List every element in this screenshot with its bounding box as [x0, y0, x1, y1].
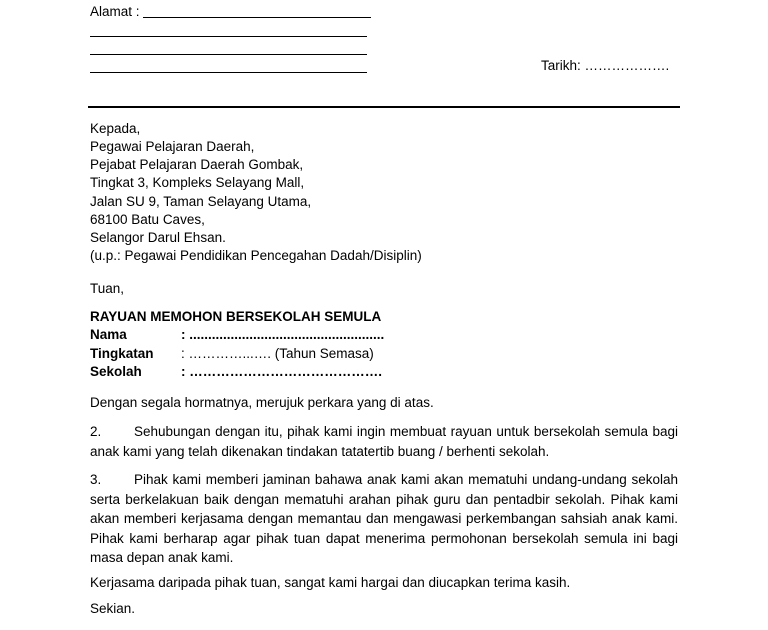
recipient-line: 68100 Batu Caves, [90, 212, 205, 227]
alamat-label: Alamat : [90, 4, 140, 19]
field-value-nama: : .................................................... [181, 327, 385, 342]
alamat-line-1 [143, 17, 371, 18]
field-label-tingkatan: Tingkatan [90, 346, 154, 361]
body-paragraph-1: Dengan segala hormatnya, merujuk perkara yang di atas. [90, 395, 434, 410]
recipient-line: Selangor Darul Ehsan. [90, 230, 226, 245]
tarikh-label: Tarikh: ………………. [541, 58, 670, 73]
paragraph-text: Sehubungan dengan itu, pihak kami ingin membuat rayuan untuk bersekolah semula bagi anak kami yang telah dikenakan tindakan tatatertib buang / berhenti sekolah. [90, 424, 678, 459]
body-paragraph-4: Kerjasama daripada pihak tuan, sangat kami hargai dan diucapkan terima kasih. [90, 575, 571, 590]
field-label-nama: Nama [90, 327, 127, 342]
letter-subject: RAYUAN MEMOHON BERSEKOLAH SEMULA [90, 309, 382, 324]
recipient-line: Tingkat 3, Kompleks Selayang Mall, [90, 175, 305, 190]
closing: Sekian. [90, 601, 136, 616]
body-paragraph-3 [90, 470, 678, 568]
paragraph-number: 2. [90, 424, 102, 439]
field-value-tingkatan: : …………...…. (Tahun Semasa) [181, 346, 374, 361]
paragraph-number: 3. [90, 472, 102, 487]
recipient-line: (u.p.: Pegawai Pendidikan Pencegahan Dadah/Disiplin) [90, 248, 422, 263]
body-paragraph-2 [90, 422, 678, 461]
alamat-line-3 [90, 54, 367, 55]
salutation: Tuan, [90, 281, 125, 296]
recipient-line: Pegawai Pelajaran Daerah, [90, 139, 255, 154]
field-value-sekolah: : ……………………………………. [181, 364, 382, 379]
paragraph-text: Pihak kami memberi jaminan bahawa anak kami akan mematuhi undang-undang sekolah serta berkelakuan baik dengan mematuhi arahan pihak guru dan pentadbir sekolah. Pihak kami akan memberi kerjasama dengan memantau dan mengawasi perkembangan sahsiah anak kami. Pihak kami berharap agar pihak tuan dapat menerima permohonan bersekolah semula ini bagi masa depan anak kami. [90, 472, 678, 565]
recipient-line: Pejabat Pelajaran Daerah Gombak, [90, 157, 304, 172]
recipient-kepada: Kepada, [90, 121, 141, 136]
alamat-line-2 [90, 36, 367, 37]
alamat-line-4 [90, 72, 367, 73]
header-divider [88, 106, 680, 108]
field-label-sekolah: Sekolah [90, 364, 142, 379]
recipient-line: Jalan SU 9, Taman Selayang Utama, [90, 194, 312, 209]
